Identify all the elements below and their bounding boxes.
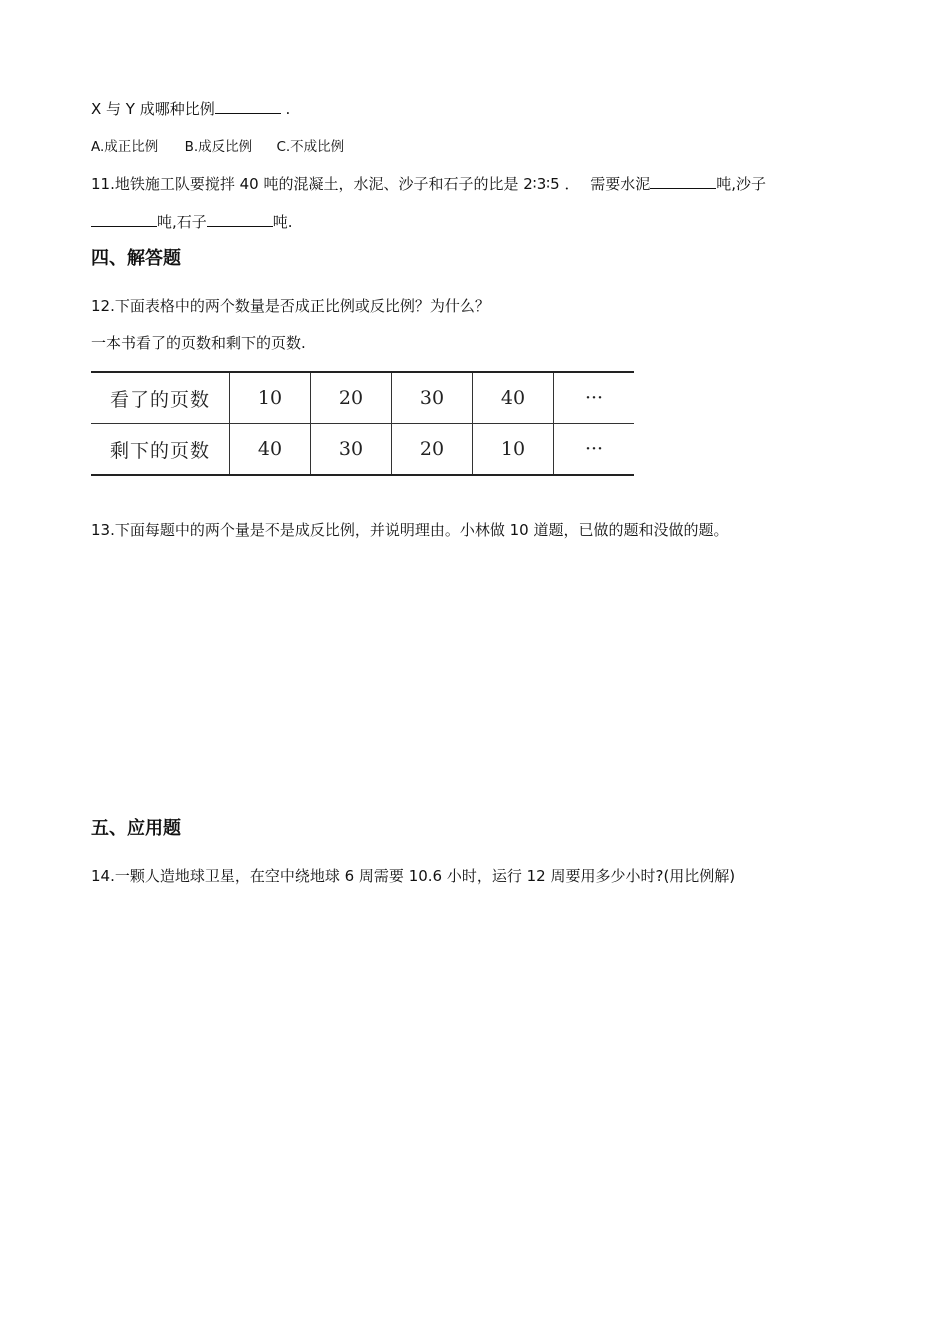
table-cell: 30: [311, 424, 392, 476]
q11-cement-blank[interactable]: [650, 173, 716, 189]
q11-line2: [91, 211, 293, 233]
table-cell: 20: [311, 372, 392, 424]
table-cell: 40: [473, 372, 554, 424]
q10-stem-period: .: [285, 100, 291, 118]
table-row-read: [91, 372, 634, 424]
section-5-title: 五、应用题: [91, 818, 181, 839]
table-cell: 20: [392, 424, 473, 476]
table-row-remaining: [91, 424, 634, 476]
q10-answer-blank[interactable]: [215, 98, 281, 114]
table-row-label: 剩下的页数: [91, 424, 230, 476]
q11-stone-blank[interactable]: [207, 211, 273, 227]
table-row-label: 看了的页数: [91, 372, 230, 424]
table-cell: 40: [230, 424, 311, 476]
section-4-title: 四、解答题: [91, 248, 181, 269]
q10-stem-text: X 与 Y 成哪种比例: [91, 100, 215, 118]
q12-subtitle: 一本书看了的页数和剩下的页数.: [91, 334, 306, 352]
q11-sand-label: 吨,沙子: [716, 175, 767, 193]
table-cell: 30: [392, 372, 473, 424]
q10-option-b[interactable]: B.成反比例: [184, 139, 253, 155]
table-cell: 10: [473, 424, 554, 476]
table-cell-ellipsis: ···: [554, 372, 635, 424]
q11-stem: 11.地铁施工队要搅拌 40 吨的混凝土，水泥、沙子和石子的比是 2∶3∶5 ．: [91, 175, 580, 193]
q10-option-a[interactable]: A.成正比例: [91, 139, 159, 155]
q10-option-c[interactable]: C.不成比例: [276, 139, 345, 155]
q13-stem: 13.下面每题中的两个量是不是成反比例，并说明理由。小林做 10 道题，已做的题和没做的题。: [91, 521, 729, 539]
pages-table: [91, 371, 634, 476]
table-cell: 10: [230, 372, 311, 424]
q11-sand-blank[interactable]: [91, 211, 157, 227]
table-cell-ellipsis: ···: [554, 424, 635, 476]
q12-stem: 12.下面表格中的两个数量是否成正比例或反比例？为什么？: [91, 297, 490, 315]
q11-unit-end: 吨.: [272, 213, 293, 231]
q11-line1: [91, 173, 766, 195]
q14-stem: 14.一颗人造地球卫星，在空中绕地球 6 周需要 10.6 小时，运行 12 周要用多少小时?(用比例解): [91, 867, 736, 885]
q11-cement-label: 需要水泥: [590, 175, 651, 193]
q10-options: [91, 136, 344, 158]
q11-stone-label: 吨,石子: [157, 213, 207, 231]
q10-stem: [91, 98, 290, 120]
